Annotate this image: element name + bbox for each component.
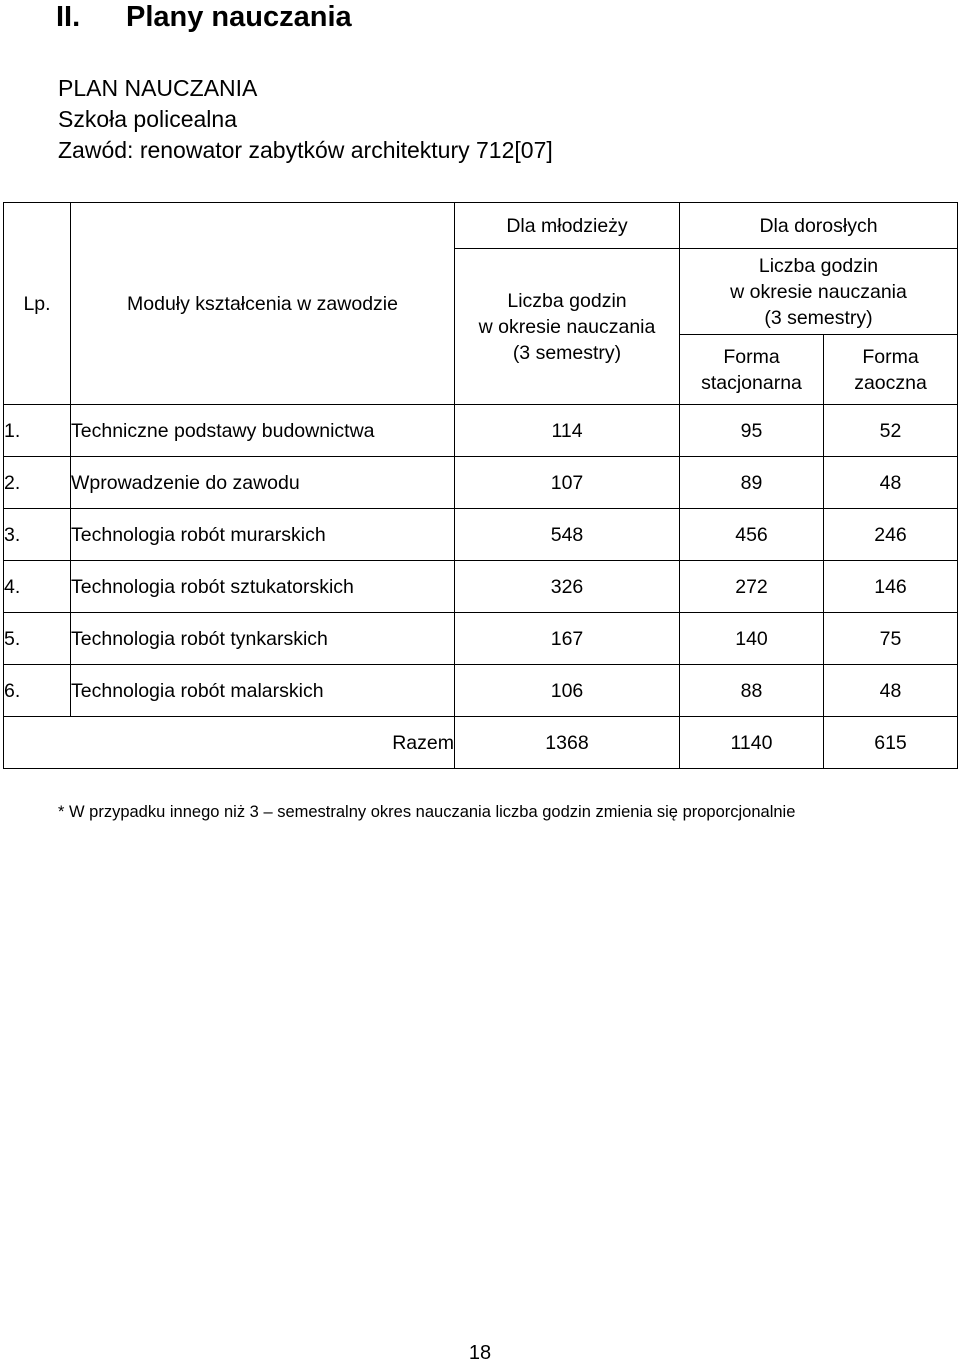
row-youth-hours: 114 bbox=[455, 405, 680, 457]
total-extramural-hours: 615 bbox=[824, 717, 958, 769]
header-extramural-line: Forma bbox=[862, 345, 919, 368]
header-adults-hours-line: w okresie nauczania bbox=[730, 280, 907, 303]
row-module: Wprowadzenie do zawodu bbox=[71, 457, 455, 509]
header-youth: Dla młodzieży bbox=[455, 203, 680, 249]
table-row bbox=[4, 561, 958, 613]
total-stationary-hours: 1140 bbox=[680, 717, 824, 769]
total-youth-hours: 1368 bbox=[455, 717, 680, 769]
table-row bbox=[4, 613, 958, 665]
plan-title: PLAN NAUCZANIA bbox=[58, 75, 258, 101]
profession: Zawód: renowator zabytków architektury 712[07] bbox=[58, 137, 553, 163]
row-youth-hours: 106 bbox=[455, 665, 680, 717]
header-youth-hours-line: w okresie nauczania bbox=[478, 315, 656, 338]
row-lp: 6. bbox=[4, 665, 71, 717]
row-extramural-hours: 246 bbox=[824, 509, 958, 561]
row-extramural-hours: 75 bbox=[824, 613, 958, 665]
header-extramural-line: zaoczna bbox=[854, 371, 927, 394]
row-extramural-hours: 48 bbox=[824, 457, 958, 509]
table-row bbox=[4, 665, 958, 717]
header-stationary-line: Forma bbox=[723, 345, 780, 368]
row-lp: 1. bbox=[4, 405, 71, 457]
row-module: Technologia robót malarskich bbox=[71, 665, 455, 717]
section-number: II. bbox=[56, 1, 81, 33]
row-stationary-hours: 272 bbox=[680, 561, 824, 613]
row-extramural-hours: 48 bbox=[824, 665, 958, 717]
row-module: Techniczne podstawy budownictwa bbox=[71, 405, 455, 457]
header-adults: Dla dorosłych bbox=[680, 203, 958, 249]
header-adults-hours-line: (3 semestry) bbox=[764, 306, 873, 329]
curriculum-table bbox=[3, 202, 958, 769]
section-title: Plany nauczania bbox=[126, 1, 352, 33]
row-lp: 2. bbox=[4, 457, 71, 509]
header-adults-hours bbox=[680, 249, 958, 335]
header-youth-hours-line: (3 semestry) bbox=[512, 341, 622, 364]
plan-intro bbox=[58, 73, 553, 166]
row-stationary-hours: 88 bbox=[680, 665, 824, 717]
row-stationary-hours: 456 bbox=[680, 509, 824, 561]
row-stationary-hours: 89 bbox=[680, 457, 824, 509]
total-row bbox=[4, 717, 958, 769]
row-module: Technologia robót murarskich bbox=[71, 509, 455, 561]
header-youth-hours-line: Liczba godzin bbox=[507, 289, 627, 312]
footnote: * W przypadku innego niż 3 – semestralny okres nauczania liczba godzin zmienia się proporcjonalnie bbox=[58, 803, 796, 821]
row-youth-hours: 548 bbox=[455, 509, 680, 561]
row-module: Technologia robót tynkarskich bbox=[71, 613, 455, 665]
page-number: 18 bbox=[468, 1342, 492, 1364]
header-modules: Moduły kształcenia w zawodzie bbox=[71, 203, 455, 405]
row-lp: 3. bbox=[4, 509, 71, 561]
total-label: Razem bbox=[4, 717, 455, 769]
table-row bbox=[4, 457, 958, 509]
row-stationary-hours: 95 bbox=[680, 405, 824, 457]
header-stationary-line: stacjonarna bbox=[701, 371, 802, 394]
row-module: Technologia robót sztukatorskich bbox=[71, 561, 455, 613]
section-heading bbox=[56, 0, 352, 34]
row-youth-hours: 107 bbox=[455, 457, 680, 509]
row-lp: 5. bbox=[4, 613, 71, 665]
table-row bbox=[4, 509, 958, 561]
row-lp: 4. bbox=[4, 561, 71, 613]
header-lp: Lp. bbox=[4, 203, 71, 405]
header-youth-hours bbox=[455, 249, 680, 405]
header-stationary bbox=[680, 335, 824, 405]
row-extramural-hours: 52 bbox=[824, 405, 958, 457]
row-extramural-hours: 146 bbox=[824, 561, 958, 613]
row-youth-hours: 167 bbox=[455, 613, 680, 665]
table-row bbox=[4, 405, 958, 457]
row-stationary-hours: 140 bbox=[680, 613, 824, 665]
row-youth-hours: 326 bbox=[455, 561, 680, 613]
school-type: Szkoła policealna bbox=[58, 106, 238, 132]
header-extramural bbox=[824, 335, 958, 405]
header-adults-hours-line: Liczba godzin bbox=[758, 254, 879, 277]
